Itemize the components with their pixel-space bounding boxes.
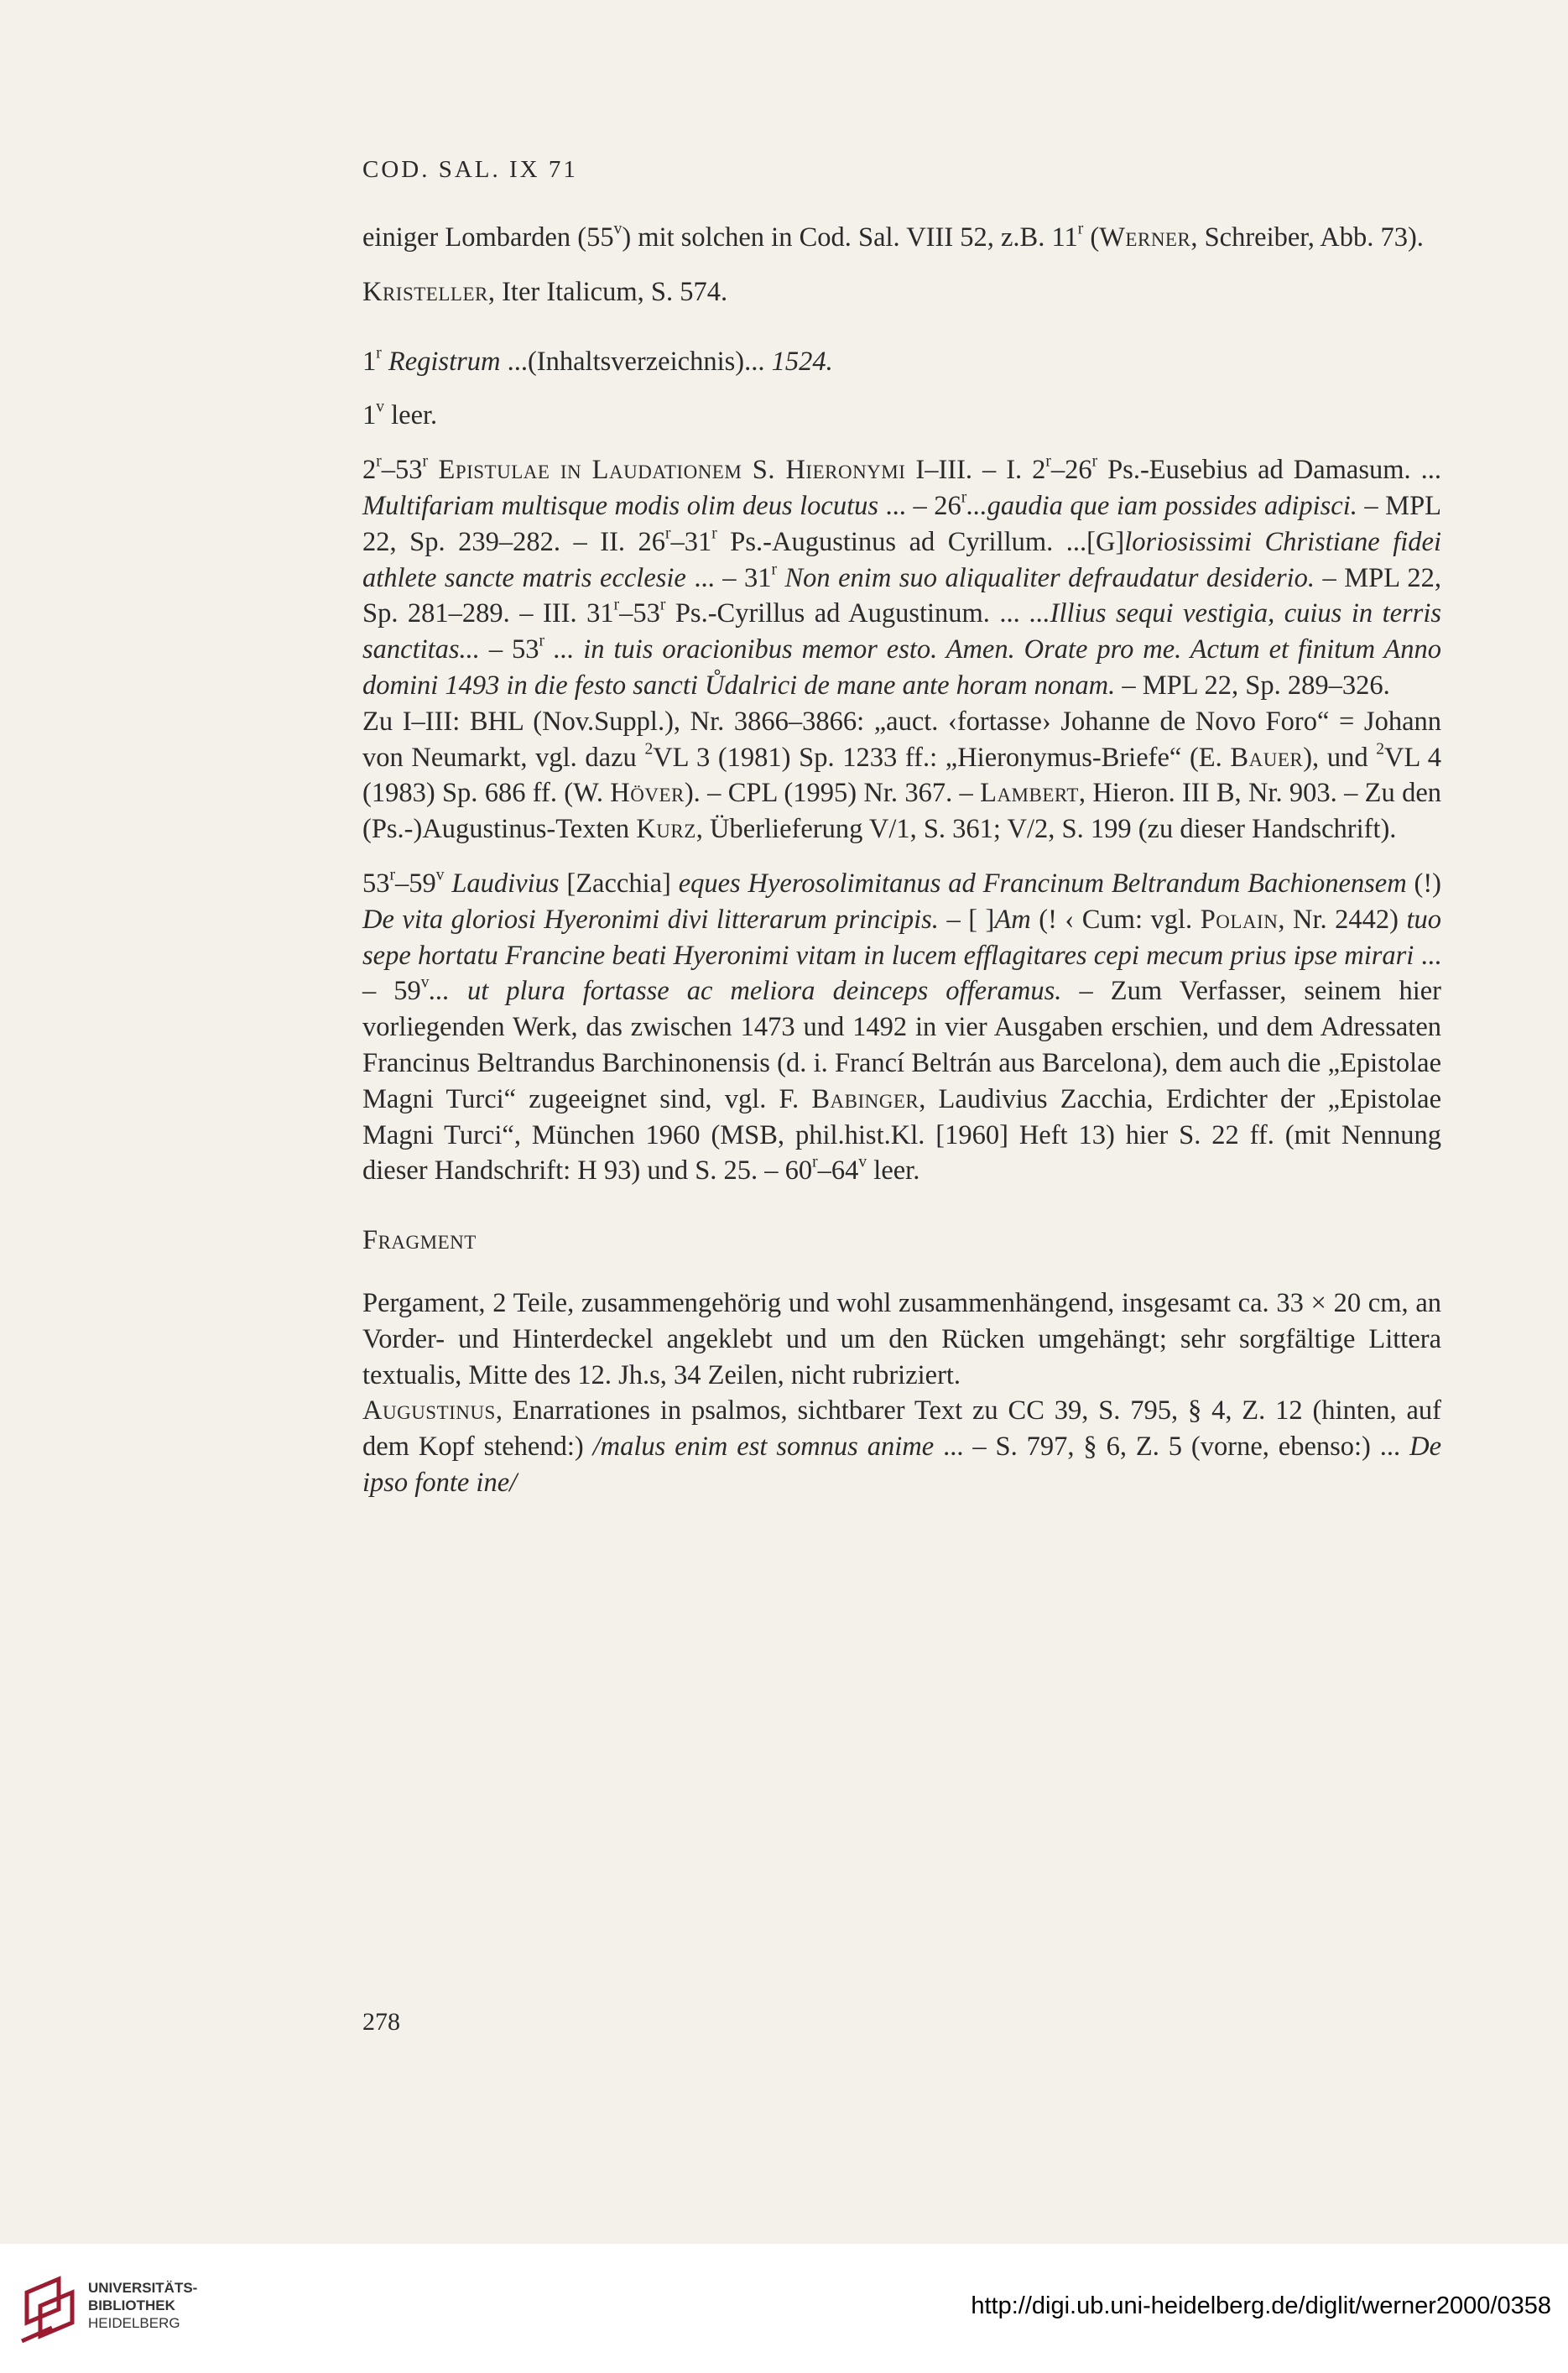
page-number: 278	[362, 2008, 400, 2036]
paragraph-leer: 1$^v$ leer.	[362, 398, 438, 431]
paragraph-registrum: 1$^r$ Registrum ...(Inhaltsverzeichnis)... 1524.	[362, 343, 833, 377]
author-name: Höver	[610, 778, 685, 809]
author-name: Lambert	[980, 778, 1079, 809]
paragraph-laudivius: 53$^r$–59$^v$ Laudivius [Zacchia] eques Hyerosolimitanus ad Francinum Beltrandum Bachionensem (!) De vita gloriosi Hyeronimi divi litterarum principis. – [ ]Am (! ‹ Cum: vgl. Polain, Nr. 2442) tuo sepe hortatu Francine beati Hyeronimi vitam in lucem efflagitares cepi mecum prius ipse mirari ... – 59$^v$... ut plura fortasse ac meliora deinceps offeramus. – Zum Verfasser, seinem hier vorliegenden Werk, das zwischen 1473 und 1492 in vier Ausgaben erschien, und dem Adressaten Francinus Beltrandus Barchinonensis (d. i. Francí Beltrán aus Barcelona), dem auch die „Epistolae Magni Turci“ zugeeignet sind, vgl. F. Babinger, Laudivius Zacchia, Erdichter der „Epistolae Magni Turci“, München 1960 (MSB, phil.hist.Kl. [1960] Heft 13) hier S. 22 ff. (mit Nennung dieser Handschrift: H 93) und S. 25. – 60$^r$–64$^v$ leer.	[362, 866, 1441, 1186]
section-heading-fragment: Fragment	[362, 1225, 477, 1256]
library-logo-icon	[18, 2276, 81, 2344]
paragraph-provenance: einiger Lombarden (55$^v$) mit solchen in Cod. Sal. VIII 52, z.B. 11$^r$ (Werner, Schreiber, Abb. 73).	[362, 220, 1424, 253]
author-name: Bauer	[1230, 742, 1304, 773]
author-name: Kristeller	[362, 276, 488, 307]
main-text	[362, 220, 1441, 1501]
author-name: Babinger	[811, 1083, 919, 1114]
source-url-link[interactable]: http://digi.ub.uni-heidelberg.de/diglit/werner2000/0358	[971, 2292, 1551, 2319]
work-title: Epistulae in Laudationem S. Hieronymi	[428, 455, 906, 486]
paragraph-epistulae: 2$^r$–53$^r$ Epistulae in Laudationem S. Hieronymi I–III. – I. 2$^r$–26$^r$ Ps.-Eusebius ad Damasum. ... Multifariam multisque modis olim deus locutus ... – 26$^r$...gaudia que iam possides adipisci. – MPL 22, Sp. 239–282. – II. 26$^r$–31$^r$ Ps.-Augustinus ad Cyrillum. ...[G]loriosissimi Christiane fidei athlete sancte matris ecclesie ... – 31$^r$ Non enim suo aliqualiter defraudatur desiderio. – MPL 22, Sp. 281–289. – III. 31$^r$–53$^r$ Ps.-Cyrillus ad Augustinum. ... ...Illius sequi vestigia, cuius in terris sanctitas... – 53$^r$ ... in tuis oracionibus memor esto. Amen. Orate pro me. Actum et finitum Anno domini 1493 in die festo sancti Ůdalrici de mane ante horam nonam. – MPL 22, Sp. 289–326.	[362, 452, 1442, 701]
author-name: Augustinus	[362, 1395, 496, 1426]
paragraph-references: Zu I–III: BHL (Nov.Suppl.), Nr. 3866–3866: „auct. ‹fortasse› Johanne de Novo Foro“ = Johann von Neumarkt, vgl. dazu $^2$VL 3 (1981) Sp. 1233 ff.: „Hieronymus-Briefe“ (E. Bauer), und $^2$VL 4 (1983) Sp. 686 ff. (W. Höver). – CPL (1995) Nr. 367. – Lambert, Hieron. III B, Nr. 903. – Zu den (Ps.-)Augustinus-Texten Kurz, Überlieferung V/1, S. 361; V/2, S. 199 (zu dieser Handschrift).	[362, 706, 1442, 845]
running-header: COD. SAL. IX 71	[362, 156, 578, 183]
author-name: Polain	[1200, 904, 1279, 935]
author-name: Werner	[1099, 222, 1191, 253]
paragraph-fragment-description: Pergament, 2 Teile, zusammengehörig und wohl zusammenhängend, insgesamt ca. 33 × 20 cm, an Vorder- und Hinterdeckel angeklebt und um den Rücken umgehängt; sehr sorgfältige Littera textualis, Mitte des 12. Jh.s, 34 Zeilen, nicht rubriziert.	[362, 1287, 1441, 1390]
footer-bar	[0, 2244, 1568, 2373]
author-name: Kurz	[636, 814, 696, 845]
paragraph-augustinus: Augustinus, Enarrationes in psalmos, sichtbarer Text zu CC 39, S. 795, § 4, Z. 12 (hinten, auf dem Kopf stehend:) /malus enim est somnus anime ... – S. 797, § 6, Z. 5 (vorne, ebenso:) ... De ipso fonte ine/	[362, 1395, 1441, 1498]
library-name: UNIVERSITÄTS- BIBLIOTHEK HEIDELBERG	[88, 2280, 198, 2331]
paragraph-kristeller: Kristeller, Iter Italicum, S. 574.	[362, 276, 728, 307]
